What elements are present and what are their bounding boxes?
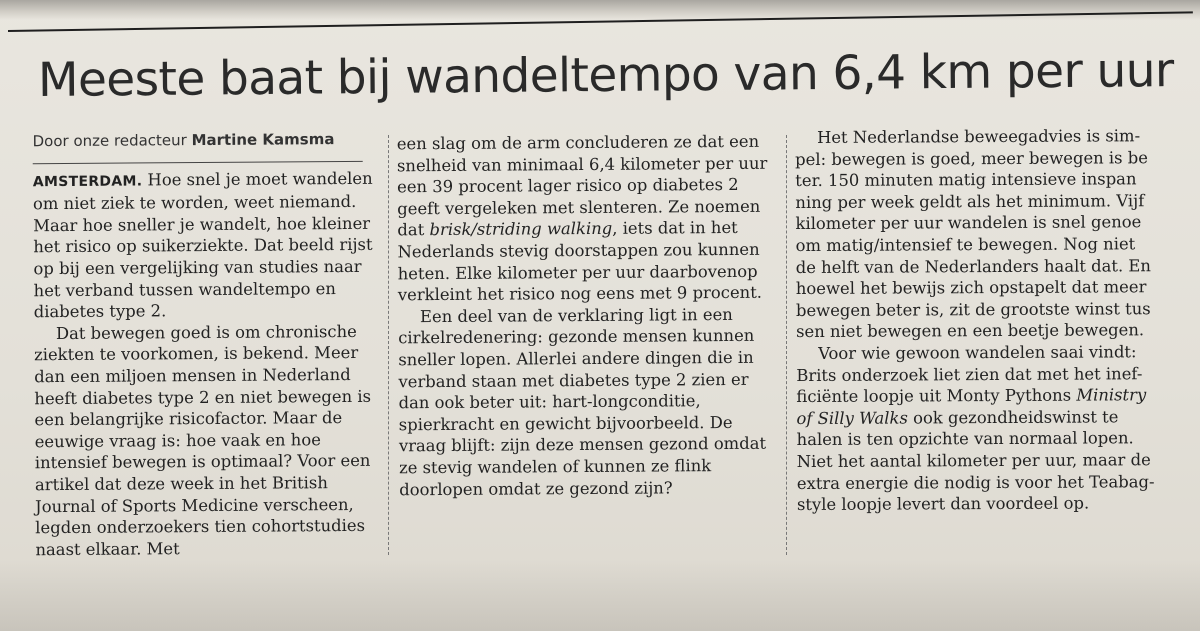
column-divider xyxy=(786,135,787,555)
byline xyxy=(33,129,378,153)
italic-title: Ministry xyxy=(1076,385,1147,405)
paragraph xyxy=(795,125,1200,343)
italic-term: brisk/striding walking xyxy=(429,219,613,240)
text-line: ter. 150 minuten matig intensieve inspan xyxy=(795,169,1137,191)
article-column-1 xyxy=(33,129,381,561)
text-line: style loopje levert dan voordeel op. xyxy=(796,493,1090,515)
text-run: een slag om de arm concluderen ze dat een snelheid van minimaal 6,4 kilometer per uur een 39 procent lager risico op diabetes 2 geeft vergeleken met slenteren. Ze noemen dat xyxy=(396,131,768,240)
text-line: pel: bewegen is goed, meer bewegen is be xyxy=(795,147,1149,169)
italic-title: of Silly Walks xyxy=(796,408,908,428)
text-line: ficiënte loopje uit Monty Pythons xyxy=(796,385,1077,407)
intro-text: Hoe snel je moet wandelen om niet ziek te worden, weet niemand. Maar hoe sneller je wandelt, hoe kleiner het risico op suikerziekte. Dat beeld rijst op bij een vergelijking van studies naar het verband tussen wandeltempo en diabetes type 2. xyxy=(32,168,373,322)
text-line: kilometer per uur wandelen is snel genoe xyxy=(795,212,1142,234)
text-line: bewegen beter is, zit de grootste winst tus xyxy=(795,298,1151,320)
text-line: de helft van de Nederlanders haalt dat. En xyxy=(795,255,1151,277)
paragraph-intro xyxy=(33,167,379,323)
column-divider xyxy=(388,135,389,555)
paragraph xyxy=(397,131,774,306)
text-run: , iets dat in het Nederlands stevig doorstappen zou kunnen heten. Elke kilometer per uur daarbovenop verkleint het risico nog eens met 9 procent. xyxy=(397,218,763,305)
text-line: sen niet bewegen en een beetje bewegen. xyxy=(796,320,1145,342)
paragraph: Dat bewegen goed is om chronische ziekten te voorkomen, is bekend. Meer dan een miljoen mensen in Nederland heeft diabetes type 2 en niet bewegen is een belangrijke risicofactor. Maar de eeuwige vraag is: hoe vaak en hoe intensief bewegen is optimaal? Voor een artikel dat deze week in het British Journal of Sports Medicine verscheen, legden onderzoekers tien cohortstudies naast elkaar. Met xyxy=(34,321,372,559)
text-line: Het Nederlandse beweegadvies is sim- xyxy=(816,126,1141,147)
paragraph: Een deel van de verklaring ligt in een cirkelredenering: gezonde mensen kunnen sneller lopen. Allerlei andere dingen die in verband staan met diabetes type 2 zien er dan ook beter uit: hart-longconditie, spierkracht en gewicht bijvoorbeeld. De vraag blijft: zijn deze mensen gezond omdat ze stevig wandelen of kunnen ze flink doorlopen omdat ze gezond zijn? xyxy=(398,304,767,499)
text-line: Niet het aantal kilometer per uur, maar de xyxy=(796,450,1151,471)
text-line: ning per week geldt als het minimum. Vijf xyxy=(795,191,1145,212)
byline-prefix: Door onze redacteur xyxy=(32,131,192,151)
paragraph xyxy=(796,341,1200,516)
article-column-2 xyxy=(397,131,776,501)
text-line: halen is ten opzichte van normaal lopen. xyxy=(796,428,1134,450)
page-fold-shadow xyxy=(0,0,1200,20)
text-line: Voor wie gewoon wandelen saai vindt: xyxy=(818,342,1137,363)
bottom-shadow xyxy=(0,560,1200,631)
text-line: Brits onderzoek liet zien dat met het inef- xyxy=(796,363,1143,385)
text-run: ook gezondheidswinst te xyxy=(907,407,1119,428)
dateline: AMSTERDAM. xyxy=(32,173,143,190)
article-column-3 xyxy=(795,125,1200,516)
text-line: hoewel het bewijs zich opstapelt dat meer xyxy=(795,277,1147,299)
byline-author: Martine Kamsma xyxy=(191,130,335,150)
text-line: extra energie die nodig is voor het Teabag- xyxy=(796,471,1155,493)
headline: Meeste baat bij wandeltempo van 6,4 km per uur xyxy=(37,43,1174,108)
text-line: om matig/intensief te bewegen. Nog niet xyxy=(795,234,1136,256)
byline-rule xyxy=(33,160,363,163)
